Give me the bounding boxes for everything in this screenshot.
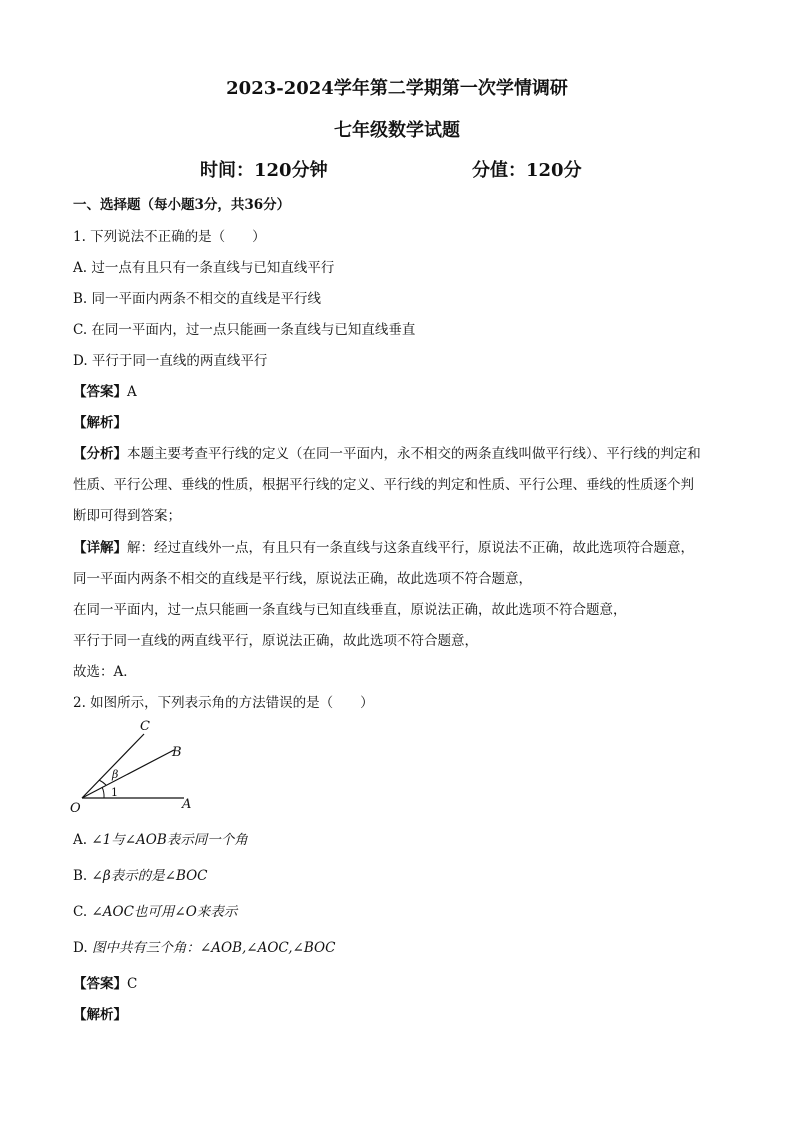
answer-tag: 【答案】 (73, 976, 127, 992)
label-b: B (172, 745, 182, 760)
arc-angle-beta (99, 780, 106, 785)
detail-tag: 【详解】 (73, 540, 127, 556)
option-prefix: A. (73, 832, 92, 848)
section-heading: 一、选择题（每小题3分，共36分） (73, 197, 291, 213)
q2-stem: 2. 如图所示，下列表示角的方法错误的是（ ） (73, 695, 374, 711)
fenxi-text: 本题主要考查平行线的定义（在同一平面内，永不相交的两条直线叫做平行线）、平行线的判定和 (127, 446, 701, 462)
arc-angle-1 (102, 787, 104, 798)
ray-ob (82, 750, 174, 798)
q2-option-b (73, 864, 208, 884)
q1-detail-line-1 (73, 536, 694, 556)
q1-detail-line-2: 同一平面内两条不相交的直线是平行线，原说法正确，故此选项不符合题意， (73, 571, 532, 587)
exam-title: 2023-2024学年第二学期第一次学情调研 (226, 78, 568, 99)
label-o: O (70, 801, 81, 816)
q1-fenxi-line-2: 性质、平行公理、垂线的性质，根据平行线的定义、平行线的判定和性质、平行公理、垂线的性质逐个判 (73, 477, 694, 493)
q1-fenxi-line-1 (73, 442, 701, 462)
q1-option-a: A. 过一点有且只有一条直线与已知直线平行 (73, 260, 335, 276)
option-text: ∠β表示的是∠BOC (91, 868, 208, 884)
label-c: C (140, 719, 150, 734)
q1-detail-line-5: 故选：A． (73, 664, 137, 680)
answer-tag: 【答案】 (73, 384, 127, 400)
q1-option-c: C. 在同一平面内，过一点只能画一条直线与已知直线垂直 (73, 322, 416, 338)
q1-detail-line-4: 平行于同一直线的两直线平行，原说法正确，故此选项不符合题意， (73, 633, 478, 649)
option-text: 图中共有三个角：∠AOB,∠AOC,∠BOC (91, 940, 336, 956)
angle-figure (66, 712, 206, 822)
q1-fenxi-line-3: 断即可得到答案； (73, 508, 181, 524)
option-prefix: D. (73, 940, 92, 956)
q1-option-d: D. 平行于同一直线的两直线平行 (73, 353, 268, 369)
exam-score: 分值：120分 (472, 160, 582, 181)
fenxi-tag: 【分析】 (73, 446, 127, 462)
q1-answer (73, 380, 137, 400)
exam-time: 时间：120分钟 (200, 160, 328, 181)
q1-analysis-tag: 【解析】 (73, 415, 127, 431)
q2-answer (73, 972, 137, 992)
option-text: ∠AOC也可用∠O来表示 (91, 904, 238, 920)
q1-option-b: B. 同一平面内两条不相交的直线是平行线 (73, 291, 322, 307)
detail-text: 解：经过直线外一点，有且只有一条直线与这条直线平行，原说法不正确，故此选项符合题意， (127, 540, 694, 556)
answer-value: C (127, 976, 138, 992)
exam-subject: 七年级数学试题 (334, 120, 460, 141)
label-1: 1 (111, 786, 118, 799)
q2-analysis-tag: 【解析】 (73, 1007, 127, 1023)
q2-option-d (73, 936, 335, 956)
q1-detail-line-3: 在同一平面内，过一点只能画一条直线与已知直线垂直，原说法正确，故此选项不符合题意， (73, 602, 627, 618)
q1-stem: 1. 下列说法不正确的是（ ） (73, 229, 266, 245)
option-text: ∠1与∠AOB表示同一个角 (91, 832, 248, 848)
label-beta: β (112, 768, 119, 781)
option-prefix: C. (73, 904, 92, 920)
q2-option-a (73, 828, 248, 848)
q2-option-c (73, 900, 237, 920)
option-prefix: B. (73, 868, 92, 884)
answer-value: A (127, 384, 137, 400)
label-a: A (182, 797, 192, 812)
